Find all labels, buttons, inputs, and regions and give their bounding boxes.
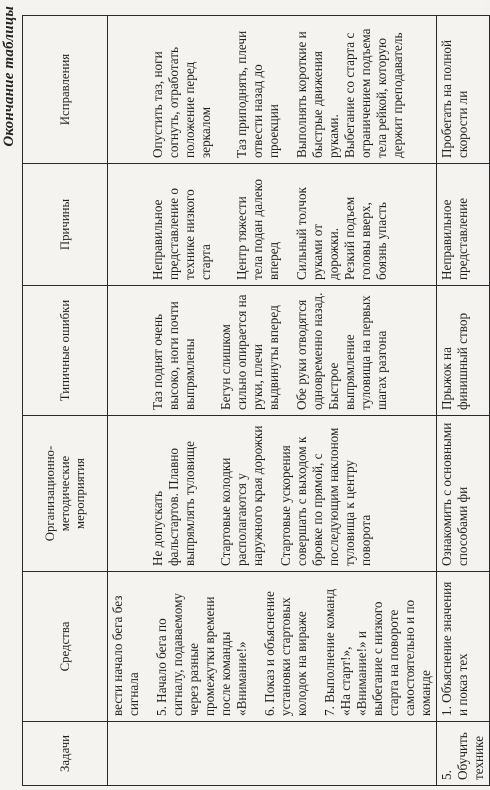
cell-means <box>108 572 437 722</box>
table-row <box>108 16 437 786</box>
table-caption: Окончание таблицы <box>1 6 17 147</box>
cell-corrections: Пробегать на полной скорости ли <box>437 16 490 164</box>
error-item: Обе руки отводятся одновременно назад. <box>294 292 325 410</box>
fix-item: Таз приподнять, плечи отвести назад до проекции <box>234 30 281 158</box>
org-item: Стартовые ускорения совершать с выходом к бровке по прямой, с последующим наклоном туловища к центру поворота <box>278 427 373 566</box>
table-header-row <box>23 16 108 786</box>
header-means: Средства <box>23 572 108 722</box>
means-item: 6. Показ и объяснение установки стартовых колодок на вираже <box>262 591 309 716</box>
cause-item: Центр тяжести тела подан далеко вперед <box>234 179 281 280</box>
means-item: 5. Начало бега по сигналу, подаваемому через разные промежутки времени после команды «Внимание!» <box>154 592 249 716</box>
means-item: 7. Выполнение команд «На старт!», «Внимание!» и выбегание с низкого старта на повороте самостоятельно и по команде <box>322 588 433 716</box>
org-item: Не допускать фальстартов. Плавно выпрямлять туловище <box>150 441 197 566</box>
cell-typical-errors <box>108 286 437 416</box>
error-item: Таз поднят очень высоко, ноги почти выпрямлены <box>150 301 197 410</box>
cause-item: Резкий подъем головы вверх, боязнь упасть <box>342 196 389 280</box>
methodology-table <box>22 15 490 786</box>
header-org-methods: Организационно-методические мероприятия <box>23 416 108 572</box>
cause-item: Неправильное представление о технике низкого старта <box>150 187 213 280</box>
cell-causes: Неправильное представление <box>437 164 490 286</box>
cell-causes <box>108 164 437 286</box>
cause-item: Сильный толчок руками от дорожки. <box>294 187 341 280</box>
cell-typical-errors: Прыжок на финишный створ <box>437 286 490 416</box>
error-item: Быстрое выпрямление туловища на первых шагах разгона <box>326 295 389 410</box>
fix-item: Опустить таз, ноги согнуть, отработать положение перед зеркалом <box>150 46 213 158</box>
cell-means: 1. Объяснение значения и показ тех <box>437 572 490 722</box>
header-tasks: Задачи <box>23 722 108 786</box>
header-corrections: Исправления <box>23 16 108 164</box>
cell-corrections <box>108 16 437 164</box>
cell-org-methods: Ознакомить с основными способами фи <box>437 416 490 572</box>
means-item: вести начало бега без сигнала <box>110 595 141 716</box>
org-item: Стартовые колодки располагаются у наружного края дорожки <box>218 425 265 566</box>
header-causes: Причины <box>23 164 108 286</box>
table-row <box>437 16 490 786</box>
cell-tasks: 5. Обучить технике <box>437 722 490 786</box>
error-item: Бегун слишком сильно опирается на руки, плечи выдвинуты вперед <box>218 294 281 410</box>
fix-item: Выполнять короткие и быстрые движения руками. <box>294 31 341 158</box>
cell-tasks <box>108 722 437 786</box>
cell-org-methods <box>108 416 437 572</box>
fix-item: Выбегание со старта с ограничением подъема тела рейкой, которую держит преподаватель <box>342 28 405 158</box>
header-typical-errors: Типичные ошибки <box>23 286 108 416</box>
